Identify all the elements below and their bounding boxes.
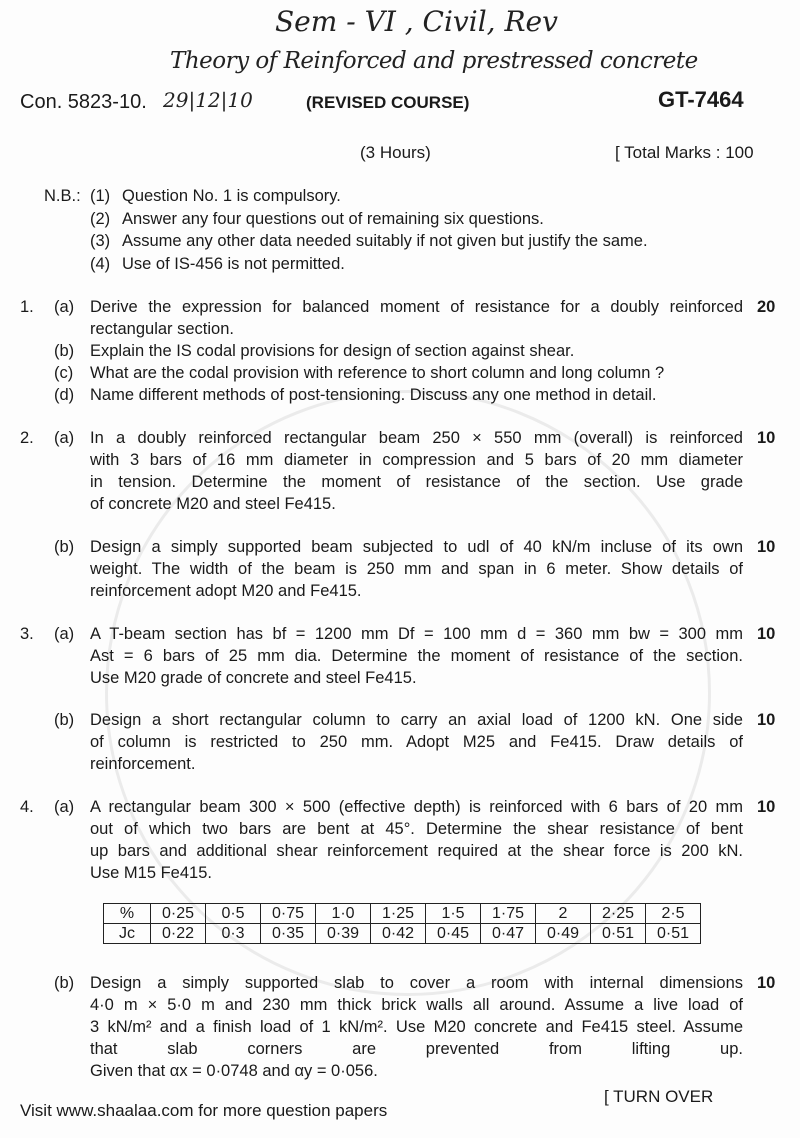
handwritten-subject: Theory of Reinforced and prestressed concrete [170,48,698,74]
question-text-line: Explain the IS codal provisions for design of section against shear. [90,342,575,360]
marks: 10 [757,711,776,729]
turn-over: [ TURN OVER [604,1087,714,1106]
question-text-line: out of which two bars are bent at 45°. Determine the shear resistance of bent [90,820,743,838]
question-number: 1. [20,298,34,316]
table-cell: 0·45 [426,924,481,944]
question-text-line: that slab corners are prevented from lifting up. [90,1040,743,1058]
table-cell: 1·5 [426,904,481,924]
question-number: 2. [20,429,34,447]
instruction-text: Answer any four questions out of remaining six questions. [122,210,544,228]
table-cell: Jc [104,924,151,944]
question-text-line: Design a simply supported slab to cover a room with internal dimensions [90,974,743,992]
question-text-line: up bars and additional shear reinforcement required at the shear force is 200 kN. [90,842,743,860]
table-cell: 0·75 [261,904,316,924]
question-text-line: Name different methods of post-tensioning. Discuss any one method in detail. [90,386,657,404]
question-text-line: Use M20 grade of concrete and steel Fe415. [90,669,417,687]
question-text-line: Given that αx = 0·0748 and αy = 0·056. [90,1062,378,1080]
part-label: (b) [54,538,75,556]
question-text-line: of concrete M20 and steel Fe415. [90,495,336,513]
table-cell: 0·51 [646,924,701,944]
question-text-line: reinforcement adopt M20 and Fe415. [90,582,362,600]
question-text-line: Design a simply supported beam subjected to udl of 40 kN/m incluse of its own [90,538,743,556]
table-cell: 0·5 [206,904,261,924]
instruction-text: Question No. 1 is compulsory. [122,187,341,205]
table-cell: 1·75 [481,904,536,924]
instruction-number: (2) [90,210,111,228]
table-cell: 0·35 [261,924,316,944]
table-cell: 1·0 [316,904,371,924]
handwritten-date: 29|12|10 [163,88,253,112]
table-row [104,924,701,944]
duration: (3 Hours) [360,143,431,162]
total-marks: [ Total Marks : 100 [615,143,754,162]
question-number: 3. [20,625,34,643]
part-label: (a) [54,429,75,447]
table-cell: 0·3 [206,924,261,944]
question-text-line: reinforcement. [90,755,196,773]
marks: 10 [757,625,776,643]
table-cell: 0·47 [481,924,536,944]
part-label: (c) [54,364,74,382]
marks: 10 [757,974,776,992]
question-text-line: What are the codal provision with reference to short column and long column ? [90,364,665,382]
table-cell: 0·49 [536,924,591,944]
marks: 10 [757,538,776,556]
question-text-line: A T-beam section has bf = 1200 mm Df = 100 mm d = 360 mm bw = 300 mm [90,625,743,643]
table-row [104,904,701,924]
marks: 20 [757,298,776,316]
marks: 10 [757,798,776,816]
instruction-number: (3) [90,232,111,250]
paper-code: GT-7464 [658,87,744,112]
part-label: (b) [54,974,75,992]
table-cell: 0·42 [371,924,426,944]
table-cell: % [104,904,151,924]
part-label: (d) [54,386,75,404]
marks: 10 [757,429,776,447]
table-cell: 1·25 [371,904,426,924]
nb-label: N.B.: [44,187,81,205]
handwritten-semester: Sem - VI , Civil, Rev [275,5,558,38]
question-text-line: Design a short rectangular column to carry an axial load of 1200 kN. One side [90,711,743,729]
part-label: (a) [54,298,75,316]
question-text-line: Ast = 6 bars of 25 mm dia. Determine the moment of resistance of the section. [90,647,743,665]
table-cell: 0·51 [591,924,646,944]
question-text-line: with 3 bars of 16 mm diameter in compression and 5 bars of 20 mm diameter [90,451,743,469]
instruction-number: (4) [90,255,111,273]
table-cell: 0·25 [151,904,206,924]
question-text-line: in tension. Determine the moment of resistance of the section. Use grade [90,473,743,491]
question-text-line: weight. The width of the beam is 250 mm and span in 6 meter. Show details of [90,560,743,578]
question-text-line: 3 kN/m² and a finish load of 1 kN/m². Use M20 concrete and Fe415 steel. Assume [90,1018,743,1036]
question-number: 4. [20,798,34,816]
footer-text: Visit www.shaalaa.com for more question papers [20,1101,388,1120]
table-cell: 2 [536,904,591,924]
jc-table [103,903,701,944]
question-text-line: rectangular section. [90,320,234,338]
question-text-line: A rectangular beam 300 × 500 (effective depth) is reinforced with 6 bars of 20 mm [90,798,743,816]
table-cell: 0·22 [151,924,206,944]
table-cell: 2·5 [646,904,701,924]
part-label: (b) [54,342,75,360]
instruction-number: (1) [90,187,111,205]
table-cell: 2·25 [591,904,646,924]
part-label: (a) [54,625,75,643]
instruction-text: Assume any other data needed suitably if not given but justify the same. [122,232,648,250]
part-label: (b) [54,711,75,729]
part-label: (a) [54,798,75,816]
question-text-line: Derive the expression for balanced moment of resistance for a doubly reinforced [90,298,743,316]
table-cell: 0·39 [316,924,371,944]
question-text-line: 4·0 m × 5·0 m and 230 mm thick brick walls all around. Assume a live load of [90,996,743,1014]
question-text-line: In a doubly reinforced rectangular beam 250 × 550 mm (overall) is reinforced [90,429,743,447]
question-text-line: of column is restricted to 250 mm. Adopt M25 and Fe415. Draw details of [90,733,743,751]
course-type: (REVISED COURSE) [306,93,470,112]
con-number: Con. 5823-10. [20,91,147,113]
instruction-text: Use of IS-456 is not permitted. [122,255,345,273]
question-text-line: Use M15 Fe415. [90,864,212,882]
